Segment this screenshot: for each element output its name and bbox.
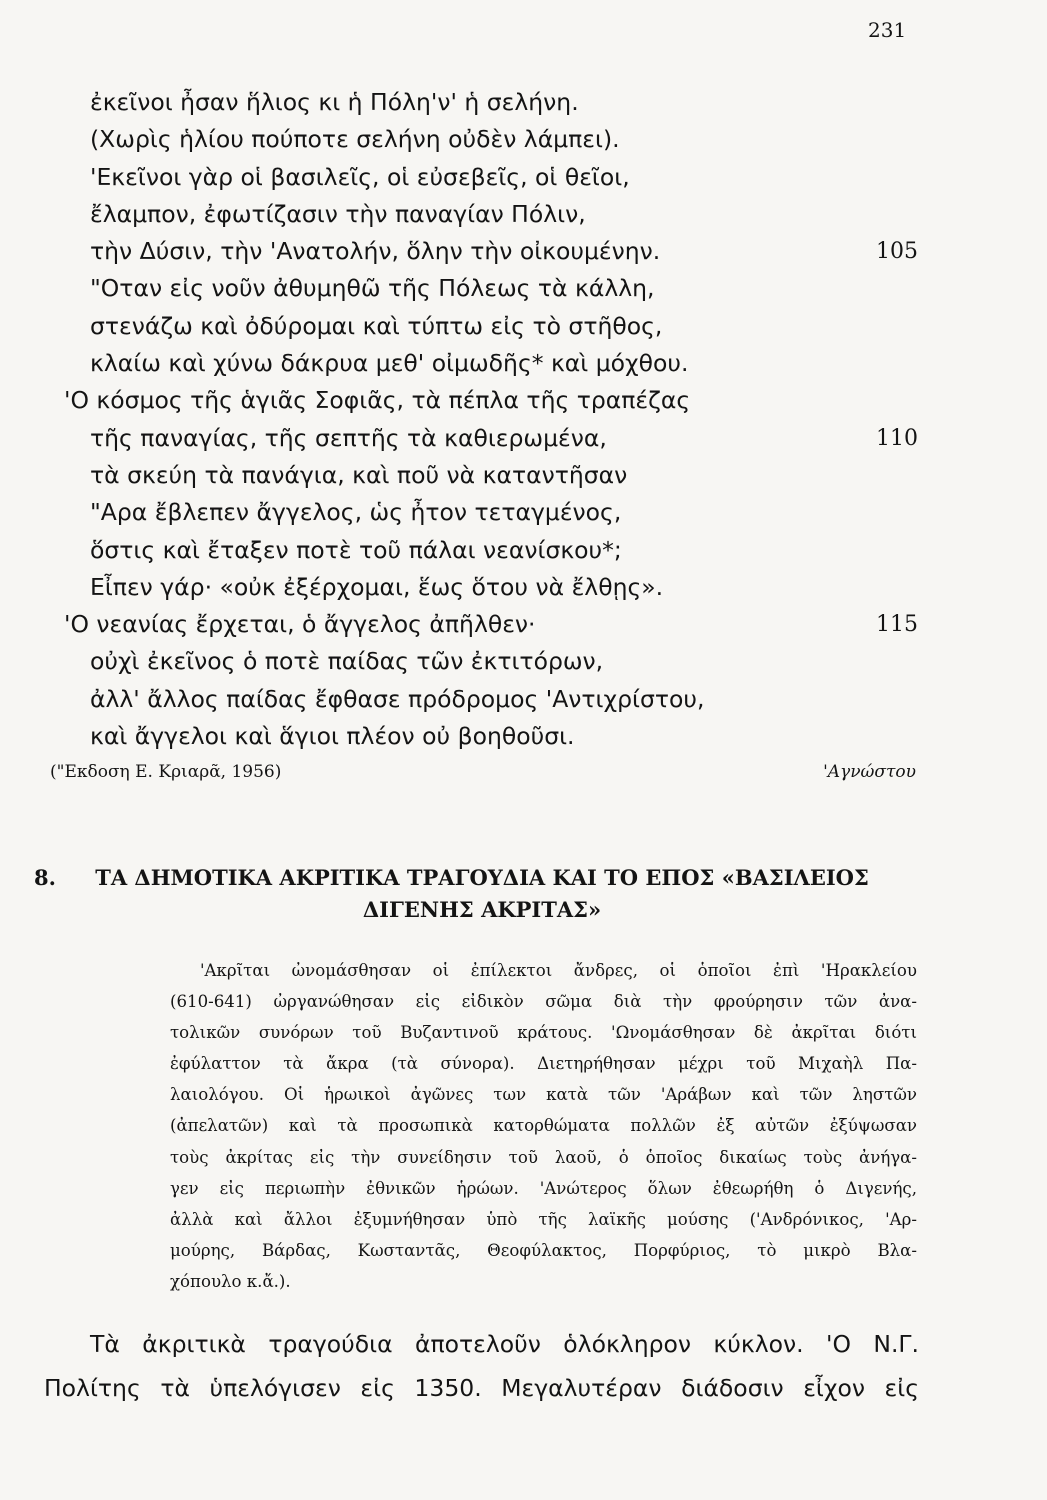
note-line: λαιολόγου. Οἱ ἡρωικοὶ ἀγῶνες των κατὰ τῶν 'Αράβων καὶ τῶν ληστῶν (170, 1085, 917, 1105)
poem-line (64, 643, 924, 680)
note-line: ἀλλὰ καὶ ἄλλοι ἐξυμνήθησαν ὑπὸ τῆς λαϊκῆς μούσης ('Ανδρόνικος, 'Αρ- (170, 1209, 917, 1229)
line-number: 110 (876, 425, 918, 451)
note-line: χόπουλο κ.ἄ.). (170, 1271, 291, 1291)
note-line: γεν εἰς περιωπὴν ἐθνικῶν ἡρώων. 'Ανώτερος ὅλων ἐθεωρήθη ὁ Διγενής, (170, 1178, 917, 1198)
citation-source: ("Εκδοση Ε. Κριαρᾶ, 1956) (50, 762, 282, 782)
paragraph-line: Πολίτης τὰ ὑπελόγισεν εἰς 1350. Μεγαλυτέραν διάδοσιν εἶχον εἰς (44, 1374, 919, 1402)
body-paragraph (44, 1322, 919, 1410)
poem-line (64, 382, 924, 419)
poem-line-text: στενάζω καὶ ὀδύρομαι καὶ τύπτω εἰς τὸ στῆθος, (90, 311, 663, 340)
section-title-line-1: ΤΑ ΔΗΜΟΤΙΚΑ ΑΚΡΙΤΙΚΑ ΤΡΑΓΟΥΔΙΑ ΚΑΙ ΤΟ ΕΠΟΣ «ΒΑΣΙΛΕΙΟΣ (95, 865, 869, 890)
poem-line (64, 159, 924, 196)
note-line: (ἀπελατῶν) καὶ τὰ προσωπικὰ κατορθώματα πολλῶν ἐξ αὐτῶν ἐξύψωσαν (170, 1116, 917, 1136)
poem-line (64, 84, 924, 121)
page-number: 231 (868, 18, 907, 42)
poem-line-text: ὅστις καὶ ἔταξεν ποτὲ τοῦ πάλαι νεανίσκου*; (90, 535, 622, 564)
note-line: ἐφύλαττον τὰ ἄκρα (τὰ σύνορα). Διετηρήθησαν μέχρι τοῦ Μιχαὴλ Πα- (170, 1054, 917, 1074)
poem-line (64, 121, 924, 158)
poem-line (64, 196, 924, 233)
poem-line (64, 681, 924, 718)
footnote-block (170, 955, 917, 1297)
note-line: τοὺς ἀκρίτας εἰς τὴν συνείδησιν τοῦ λαοῦ, ὁ ὁποῖος δικαίως τοὺς ἀνήγα- (170, 1147, 917, 1167)
line-number: 105 (876, 239, 918, 265)
section-heading (34, 862, 930, 926)
poem-line (64, 718, 924, 755)
section-number: 8. (34, 865, 56, 890)
note-line: μούρης, Βάρδας, Κωσταντᾶς, Θεοφύλακτος, Πορφύριος, τὸ μικρὸ Βλα- (170, 1240, 917, 1260)
poem-line-text: οὐχὶ ἐκεῖνος ὁ ποτὲ παίδας τῶν ἐκτιτόρων, (90, 647, 604, 676)
poem-line-text: τὰ σκεύη τὰ πανάγια, καὶ ποῦ νὰ καταντῆσαν (90, 460, 628, 489)
poem-line-text: Εἶπεν γάρ· «οὐκ ἐξέρχομαι, ἕως ὅτου νὰ ἔλθῃς». (90, 572, 664, 601)
poem-line (64, 532, 924, 569)
poem-line (64, 308, 924, 345)
note-line: τολικῶν συνόρων τοῦ Βυζαντινοῦ κράτους. 'Ωνομάσθησαν δὲ ἀκρῖται διότι (170, 1023, 917, 1043)
poem-line (64, 494, 924, 531)
note-line: 'Ακρῖται ὠνομάσθησαν οἱ ἐπίλεκτοι ἄνδρες, οἱ ὁποῖοι ἐπὶ 'Ηρακλείου (200, 961, 917, 980)
poem-line (64, 420, 924, 457)
note-line: (610-641) ὠργανώθησαν εἰς εἰδικὸν σῶμα διὰ τὴν φρούρησιν τῶν ἀνα- (170, 992, 917, 1012)
poem-line-text: κλαίω καὶ χύνω δάκρυα μεθ' οἰμωδῆς* καὶ μόχθου. (90, 349, 689, 378)
poem-line-text: 'Ο κόσμος τῆς ἁγιᾶς Σοφιᾶς, τὰ πέπλα τῆς τραπέζας (64, 386, 691, 415)
poem-line-text: ἐκεῖνοι ἦσαν ἥλιος κι ἡ Πόλη'ν' ἡ σελήνη. (90, 88, 579, 116)
poem-line (64, 345, 924, 382)
poem-line-text: ἔλαμπον, ἐφωτίζασιν τὴν παναγίαν Πόλιν, (90, 199, 586, 228)
poem-line (64, 569, 924, 606)
poem-line (64, 233, 924, 270)
poem-line (64, 457, 924, 494)
poem-line-text: "Αρα ἔβλεπεν ἄγγελος, ὡς ἦτον τεταγμένος, (90, 498, 622, 527)
poem-line-text: "Οταν εἰς νοῦν ἀθυμηθῶ τῆς Πόλεως τὰ κάλλη, (90, 274, 655, 303)
poem-line-text: 'Εκεῖνοι γὰρ οἱ βασιλεῖς, οἱ εὐσεβεῖς, οἱ θεῖοι, (90, 162, 630, 191)
poem-line-text: (Χωρὶς ἡλίου πούποτε σελήνη οὐδὲν λάμπει). (90, 125, 620, 154)
paragraph-line: Τὰ ἀκριτικὰ τραγούδια ἀποτελοῦν ὁλόκληρον κύκλον. 'Ο Ν.Γ. (90, 1330, 919, 1358)
poem-line-text: 'Ο νεανίας ἔρχεται, ὁ ἄγγελος ἀπῆλθεν· (64, 610, 536, 639)
poem-line-text: ἀλλ' ἄλλος παίδας ἔφθασε πρόδρομος 'Αντιχρίστου, (90, 684, 705, 713)
poem-line (64, 606, 924, 643)
poem-line-text: τῆς παναγίας, τῆς σεπτῆς τὰ καθιερωμένα, (90, 423, 607, 452)
poem-line (64, 270, 924, 307)
poem-line-text: καὶ ἄγγελοι καὶ ἅγιοι πλέον οὐ βοηθοῦσι. (90, 722, 575, 751)
section-title-line-2: ΔΙΓΕΝΗΣ ΑΚΡΙΤΑΣ» (362, 897, 602, 922)
poem (64, 84, 924, 755)
poem-line-text: τὴν Δύσιν, τὴν 'Ανατολήν, ὅλην τὴν οἰκουμένην. (90, 237, 661, 266)
line-number: 115 (876, 612, 918, 638)
citation-author: 'Αγνώστου (823, 762, 916, 782)
